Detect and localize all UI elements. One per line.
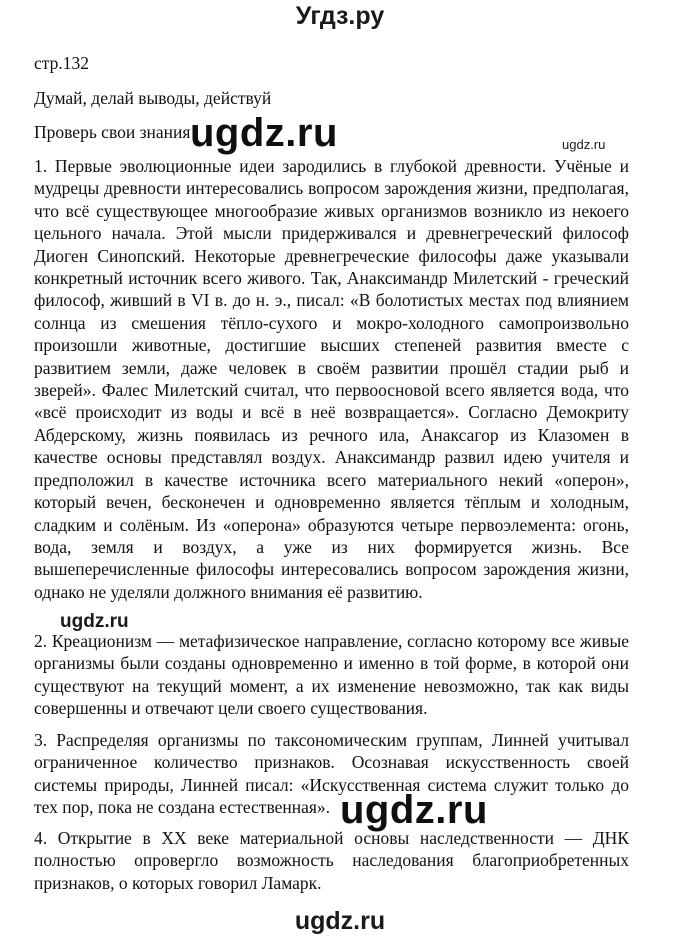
answer-4-text: 4. Открытие в XX веке материальной основы наследственности — ДНК полностью опровергло возможность наследования благоприобретенных признаков, о которых говорил Ламарк. [34, 828, 629, 893]
answer-2 [34, 630, 629, 720]
footer-watermark[interactable]: ugdz.ru [294, 907, 386, 935]
site-title[interactable]: Угдз.ру [295, 2, 385, 30]
answer-3-text: 3. Распределяя организмы по таксономическим группам, Линней учитывал ограниченное количество признаков. Осознавая искусственность своей системы природы, Линней писал: «Искусственная система служит только до тех пор, пока не создана естественная». [34, 730, 629, 818]
watermark-top: ugdz.ru [190, 111, 338, 155]
answer-2-text: 2. Креационизм — метафизическое направление, согласно которому все живые организмы были созданы одновременно и именно в той форме, в которой они существуют на текущий момент, а их изменение невозможно, так как виды совершенны и отвечают цели своего существования. [34, 631, 629, 719]
watermark-mid: ugdz.ru [60, 611, 129, 632]
page-reference: стр.132 [34, 53, 90, 73]
answer-1-text: 1. Первые эволюционные идеи зародились в глубокой древности. Учёные и мудрецы древности интересовались вопросом зарождения жизни, предполагая, что всё существующее многообразие живых организмов возникло из некоего цельного начала. Этой мысли придерживался и древнегреческий философ Диоген Синопский. Некоторые древнегреческие философы даже указывали конкретный источник всего живого. Так, Анаксимандр Милетский - греческий философ, живший в VI в. до н. э., писал: «В болотистых местах под влиянием солнца из смешения тёпло-сухого и мокро-холодного самопроизвольно произошли животные, достигшие высших степеней развития вместе с развитием земли, даже человек в своём развитии прошёл стадии рыб и зверей». Фалес Милетский считал, что первоосновой всего является вода, что «всё происходит из воды и всё в неё возвращается». Согласно Демокриту Абдерскому, жизнь появилась из речного ила, Анаксагор из Клазомен в качестве основы представлял воздух. Анаксимандр развил идею учителя и предположил в качестве источника всего материального некий «оперон», который вечен, бесконечен и одновременно является тёплым и холодным, сладким и солёным. Из «оперона» образуются четыре первоэлемента: огонь, вода, земля и воздух, а уже из них формируется жизнь. Все вышеперечисленные философы интересовались вопросом зарождения жизни, однако не уделяли должного внимания её развитию. [34, 156, 629, 602]
answer-3 [34, 729, 629, 819]
section-title: Думай, делай выводы, действуй [34, 88, 272, 108]
answer-1 [34, 155, 629, 603]
watermark-small-top: ugdz.ru [562, 137, 606, 152]
subsection-title: Проверь свои знания [34, 122, 191, 142]
answer-4 [34, 827, 629, 894]
watermark-bottom: ugdz.ru [340, 788, 488, 832]
